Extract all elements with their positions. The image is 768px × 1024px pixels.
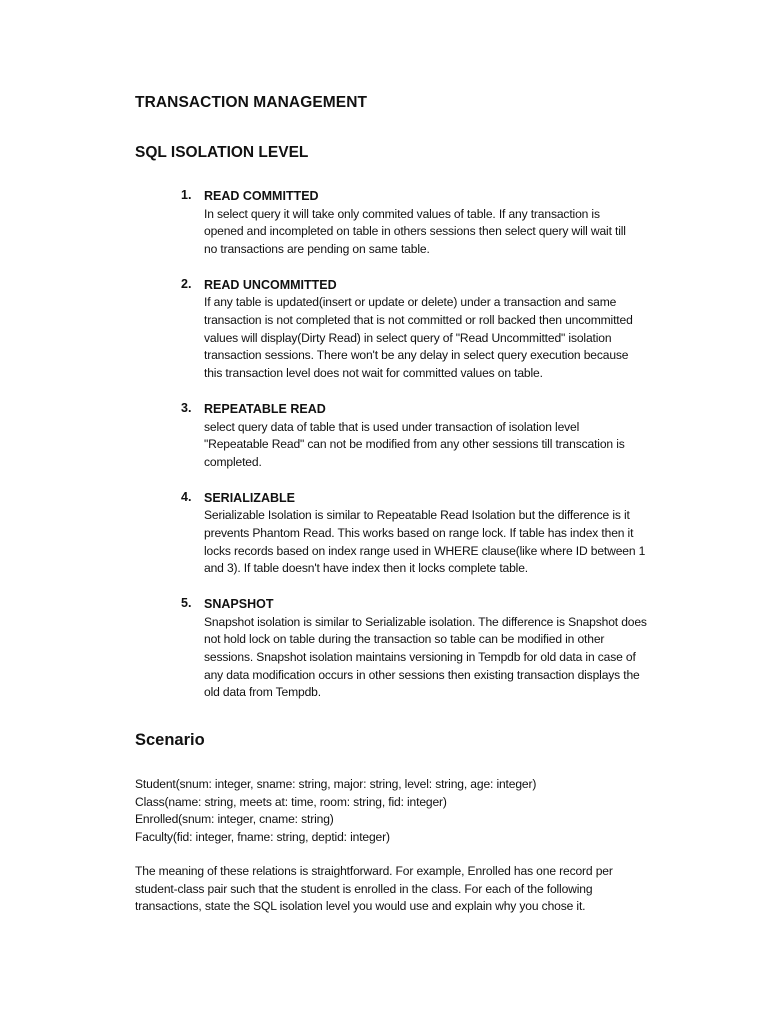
list-item-body: In select query it will take only commited values of table. If any transaction is opened and incompleted on table in others sessions then select query will wait till no transactions are pending on same table. bbox=[204, 206, 626, 256]
list-item-title: READ UNCOMMITTED bbox=[204, 277, 337, 292]
list-item-title: SERIALIZABLE bbox=[204, 490, 295, 505]
list-item-title: SNAPSHOT bbox=[204, 597, 274, 612]
relation-student: Student(snum: integer, sname: string, major: string, level: string, age: integer) bbox=[135, 777, 537, 791]
list-item-body: select query data of table that is used under transaction of isolation level "Repeatable Read" can not be modified from any other sessions till transcation is completed. bbox=[204, 419, 625, 469]
list-item-read-committed bbox=[181, 188, 681, 258]
list-item-number: 5. bbox=[181, 596, 192, 611]
list-item-serializable bbox=[181, 490, 681, 578]
list-item-number: 2. bbox=[181, 276, 192, 291]
scenario-heading: Scenario bbox=[135, 731, 205, 749]
list-item-title: REPEATABLE READ bbox=[204, 401, 326, 416]
isolation-level-list bbox=[181, 188, 681, 720]
relation-enrolled: Enrolled(snum: integer, cname: string) bbox=[135, 812, 334, 827]
list-item-number: 3. bbox=[181, 400, 192, 415]
list-item-read-uncommitted bbox=[181, 277, 681, 383]
list-item-title: READ COMMITTED bbox=[204, 189, 319, 203]
list-item-body: Snapshot isolation is similar to Serializable isolation. The difference is Snapshot does not hold lock on table during the transaction so table can be modified in other sessions. Snapshot isolation maintains versioning in Tempdb for old data in case of any data modification occurs in other sessions then existing transaction displays the old data from Tempdb. bbox=[204, 614, 647, 700]
list-item-body: Serializable Isolation is similar to Repeatable Read Isolation but the difference is it prevents Phantom Read. This works based on range lock. If table has index then it locks records based on index range used in WHERE clause(like where ID between 1 and 3). If table doesn't have index then it locks complete table. bbox=[204, 508, 646, 576]
relations-block bbox=[135, 776, 655, 846]
list-item-number: 1. bbox=[181, 188, 192, 202]
list-item-number: 4. bbox=[181, 489, 192, 504]
document-title: TRANSACTION MANAGEMENT bbox=[135, 94, 368, 111]
list-item-snapshot bbox=[181, 596, 681, 702]
list-item-repeatable-read bbox=[181, 401, 681, 471]
list-item-body: If any table is updated(insert or update or delete) under a transaction and same transaction is not completed that is not committed or roll backed then uncommitted values will display(Dirty Read) in select query of "Read Uncommitted" isolation transaction sessions. There won't be any delay in select query execution because this transaction level does not wait for committed values on table. bbox=[204, 295, 633, 380]
relation-class: Class(name: string, meets at: time, room: string, fid: integer) bbox=[135, 794, 447, 809]
scenario-paragraph: The meaning of these relations is straightforward. For example, Enrolled has one record per student-class pair such that the student is enrolled in the class. For each of the following transactions, state the SQL isolation level you would use and explain why you chose it. bbox=[135, 864, 613, 914]
section-heading-isolation-level: SQL ISOLATION LEVEL bbox=[135, 144, 309, 161]
relation-faculty: Faculty(fid: integer, fname: string, deptid: integer) bbox=[135, 829, 390, 844]
